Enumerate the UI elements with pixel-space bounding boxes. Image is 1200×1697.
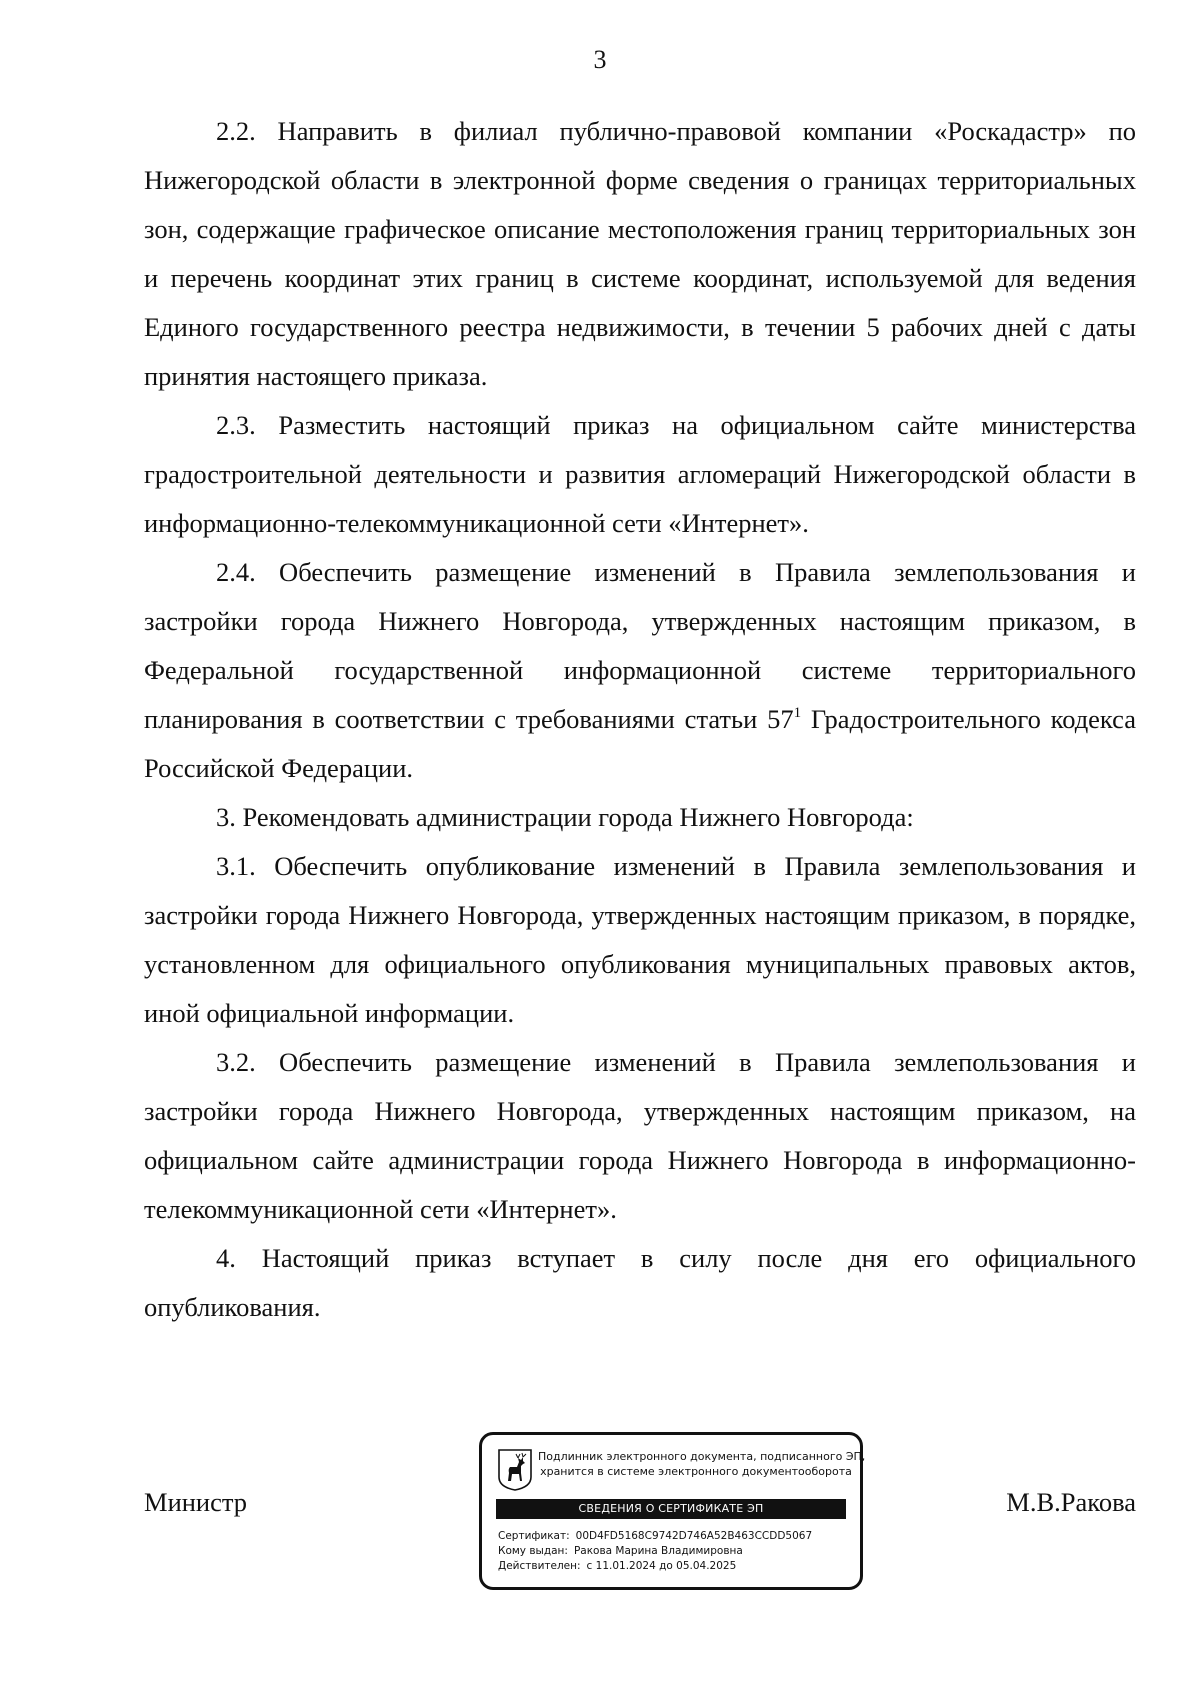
paragraph-3: 3. Рекомендовать администрации города Нижнего Новгорода: xyxy=(216,802,914,832)
certificate-value: 00D4FD5168C9742D746A52B463CCDD5067 xyxy=(575,1530,813,1542)
stamp-header-line-1: Подлинник электронного документа, подписанного ЭП, xyxy=(538,1450,866,1463)
certificate-label: Сертификат: xyxy=(498,1530,570,1542)
deer-emblem-icon xyxy=(498,1449,532,1491)
issued-to-value: Ракова Марина Владимировна xyxy=(573,1545,743,1557)
paragraph-2-3: 2.3. Разместить настоящий приказ на официальном сайте министерства градостроительной деятельности и развития агломераций Нижегородской области в информационно-телекоммуникационной сети «Интернет». xyxy=(144,410,1136,538)
paragraph-2-4-text-before: 2.4. Обеспечить размещение изменений в Правила землепользования и застройки города Нижнего Новгорода, утвержденных настоящим приказом, в Федеральной государственной информационной системе территориального планирования в соответствии с требованиями статьи 57 xyxy=(144,557,1136,734)
electronic-signature-stamp xyxy=(479,1432,866,1590)
stamp-header xyxy=(538,1449,866,1479)
valid-value: с 11.01.2024 до 05.04.2025 xyxy=(586,1560,737,1572)
certificate-info-bar: СВЕДЕНИЯ О СЕРТИФИКАТЕ ЭП xyxy=(496,1499,846,1519)
paragraph-3-1: 3.1. Обеспечить опубликование изменений в Правила землепользования и застройки города Нижнего Новгорода, утвержденных настоящим приказом, в порядке, установленном для официального опубликования муниципальных правовых актов, иной официальной информации. xyxy=(144,851,1136,1028)
valid-period-row xyxy=(498,1559,854,1574)
article-superscript: 1 xyxy=(793,705,802,721)
document-body xyxy=(144,107,1136,1332)
valid-label: Действителен: xyxy=(498,1560,581,1572)
paragraph-4: 4. Настоящий приказ вступает в силу после дня его официального опубликования. xyxy=(144,1243,1136,1322)
issued-to-row xyxy=(498,1544,854,1559)
paragraph-2-4 xyxy=(144,548,1136,793)
stamp-header-line-2: хранится в системе электронного документооборота xyxy=(540,1465,852,1478)
page-number: 3 xyxy=(593,45,607,74)
paragraph-2-4-text-after: Градостроительного кодекса Российской Федерации. xyxy=(144,704,1136,783)
certificate-details xyxy=(498,1529,854,1574)
signer-name: М.В.Ракова xyxy=(1006,1487,1136,1517)
paragraph-3-2: 3.2. Обеспечить размещение изменений в Правила землепользования и застройки города Нижнего Новгорода, утвержденных настоящим приказом, на официальном сайте администрации города Нижнего Новгорода в информационно-телекоммуникационной сети «Интернет». xyxy=(144,1047,1136,1224)
issued-to-label: Кому выдан: xyxy=(498,1545,568,1557)
certificate-row xyxy=(498,1529,854,1544)
signer-position: Министр xyxy=(144,1487,248,1517)
paragraph-2-2: 2.2. Направить в филиал публично-правовой компании «Роскадастр» по Нижегородской области в электронной форме сведения о границах территориальных зон, содержащие графическое описание местоположения границ территориальных зон и перечень координат этих границ в системе координат, используемой для ведения Единого государственного реестра недвижимости, в течении 5 рабочих дней с даты принятия настоящего приказа. xyxy=(144,116,1136,391)
